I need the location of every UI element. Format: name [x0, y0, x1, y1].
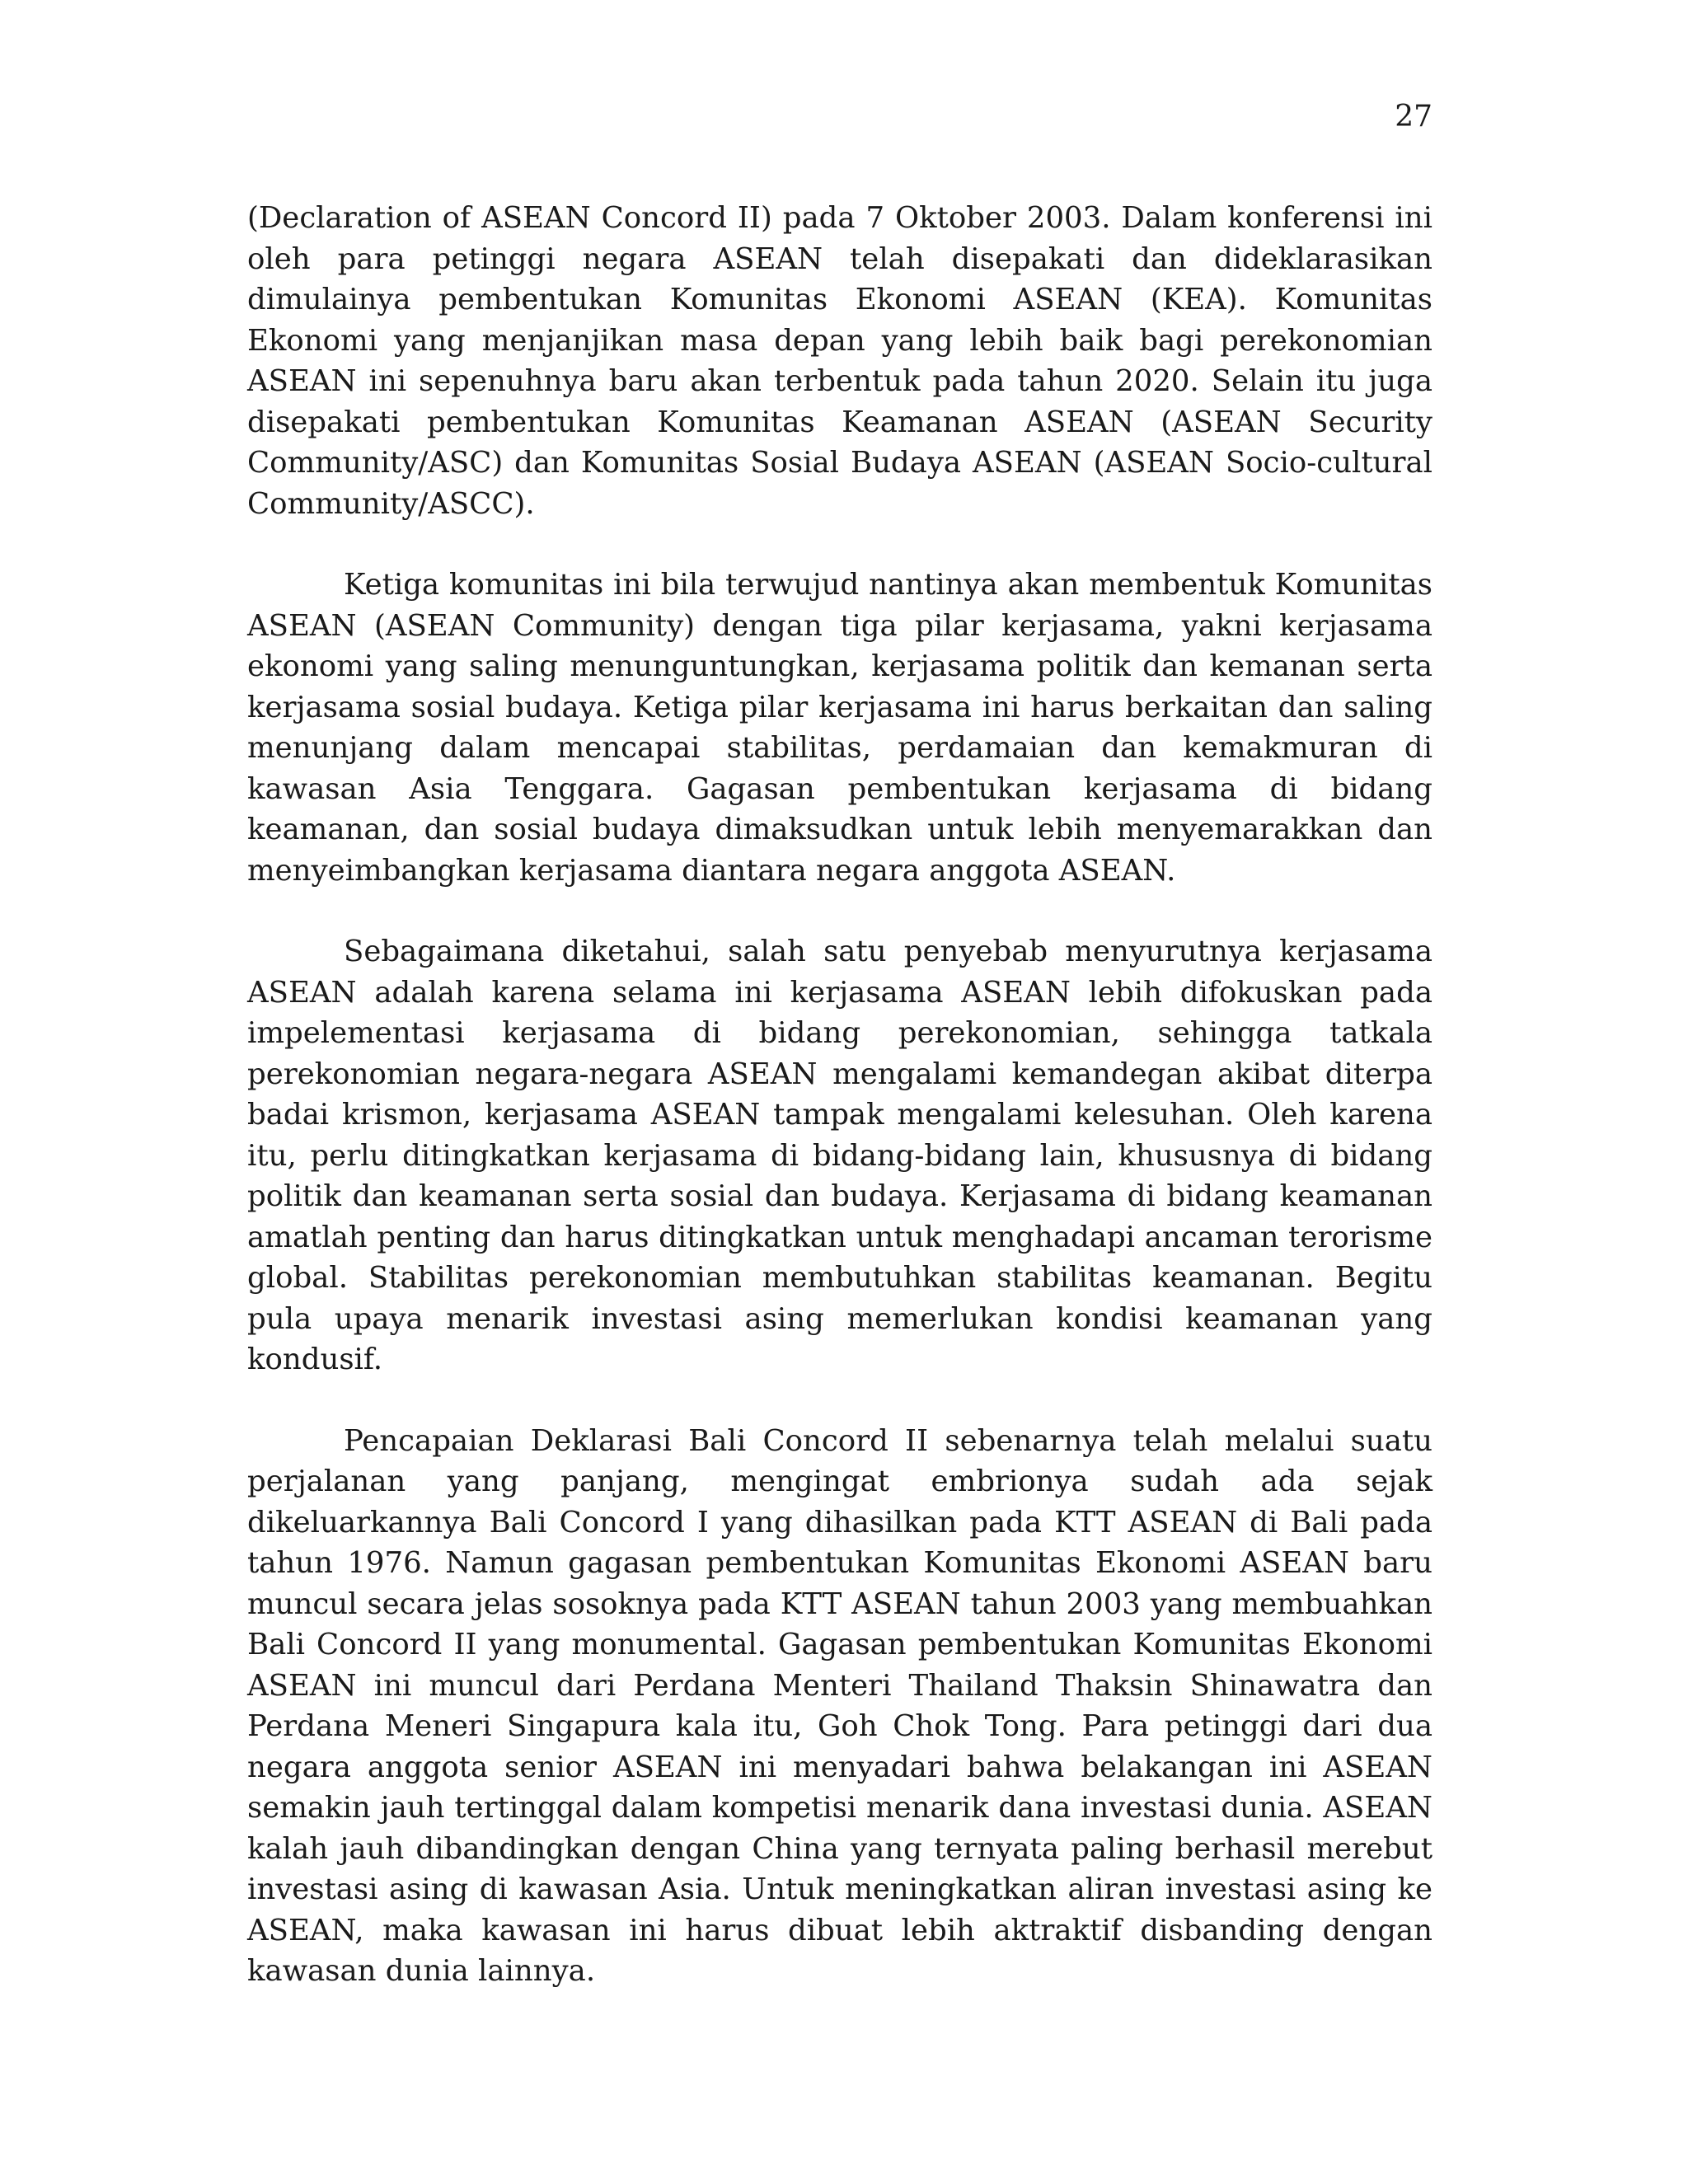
paragraph-4: Pencapaian Deklarasi Bali Concord II sebenarnya telah melalui suatu perjalanan yang panjang, mengingat embrionya sudah ada sejak dikeluarkannya Bali Concord I yang dihasilkan pada KTT ASEAN di Bali pada tahun 1976. Namun gagasan pembentukan Komunitas Ekonomi ASEAN baru muncul secara jelas sosoknya pada KTT ASEAN tahun 2003 yang membuahkan Bali Concord II yang monumental. Gagasan pembentukan Komunitas Ekonomi ASEAN ini muncul dari Perdana Menteri Thailand Thaksin Shinawatra dan Perdana Meneri Singapura kala itu, Goh Chok Tong. Para petinggi dari dua negara anggota senior ASEAN ini menyadari bahwa belakangan ini ASEAN semakin jauh tertinggal dalam kompetisi menarik dana investasi dunia. ASEAN kalah jauh dibandingkan dengan China yang ternyata paling berhasil merebut investasi asing di kawasan Asia. Untuk meningkatkan aliran investasi asing ke ASEAN, maka kawasan ini harus dibuat lebih aktraktif disbanding dengan kawasan dunia lainnya. — [247, 1423, 1432, 1988]
paragraph-2: Ketiga komunitas ini bila terwujud nantinya akan membentuk Komunitas ASEAN (ASEAN Community) dengan tiga pilar kerjasama, yakni kerjasama ekonomi yang saling menunguntungkan, kerjasama politik dan kemanan serta kerjasama sosial budaya. Ketiga pilar kerjasama ini harus berkaitan dan saling menunjang dalam mencapai stabilitas, perdamaian dan kemakmuran di kawasan Asia Tenggara. Gagasan pembentukan kerjasama di bidang keamanan, dan sosial budaya dimaksudkan untuk lebih menyemarakkan dan menyeimbangkan kerjasama diantara negara anggota ASEAN. — [247, 568, 1432, 888]
paragraph-3: Sebagaimana diketahui, salah satu penyebab menyurutnya kerjasama ASEAN adalah karena selama ini kerjasama ASEAN lebih difokuskan pada impelementasi kerjasama di bidang perekonomian, sehingga tatkala perekonomian negara-negara ASEAN mengalami kemandegan akibat diterpa badai krismon, kerjasama ASEAN tampak mengalami kelesuhan. Oleh karena itu, perlu ditingkatkan kerjasama di bidang-bidang lain, khususnya di bidang politik dan keamanan serta sosial dan budaya. Kerjasama di bidang keamanan amatlah penting dan harus ditingkatkan untuk menghadapi ancaman terorisme global. Stabilitas perekonomian membutuhkan stabilitas keamanan. Begitu pula upaya menarik investasi asing memerlukan kondisi keamanan yang kondusif. — [247, 935, 1432, 1376]
page-number: 27 — [1395, 100, 1432, 134]
paragraph-1: (Declaration of ASEAN Concord II) pada 7 Oktober 2003. Dalam konferensi ini oleh para petinggi negara ASEAN telah disepakati dan dideklarasikan dimulainya pembentukan Komunitas Ekonomi ASEAN (KEA). Komunitas Ekonomi yang menjanjikan masa depan yang lebih baik bagi perekonomian ASEAN ini sepenuhnya baru akan terbentuk pada tahun 2020. Selain itu juga disepakati pembentukan Komunitas Keamanan ASEAN (ASEAN Security Community/ASC) dan Komunitas Sosial Budaya ASEAN (ASEAN Socio-cultural Community/ASCC). — [247, 201, 1432, 521]
document-body — [247, 198, 1432, 2032]
